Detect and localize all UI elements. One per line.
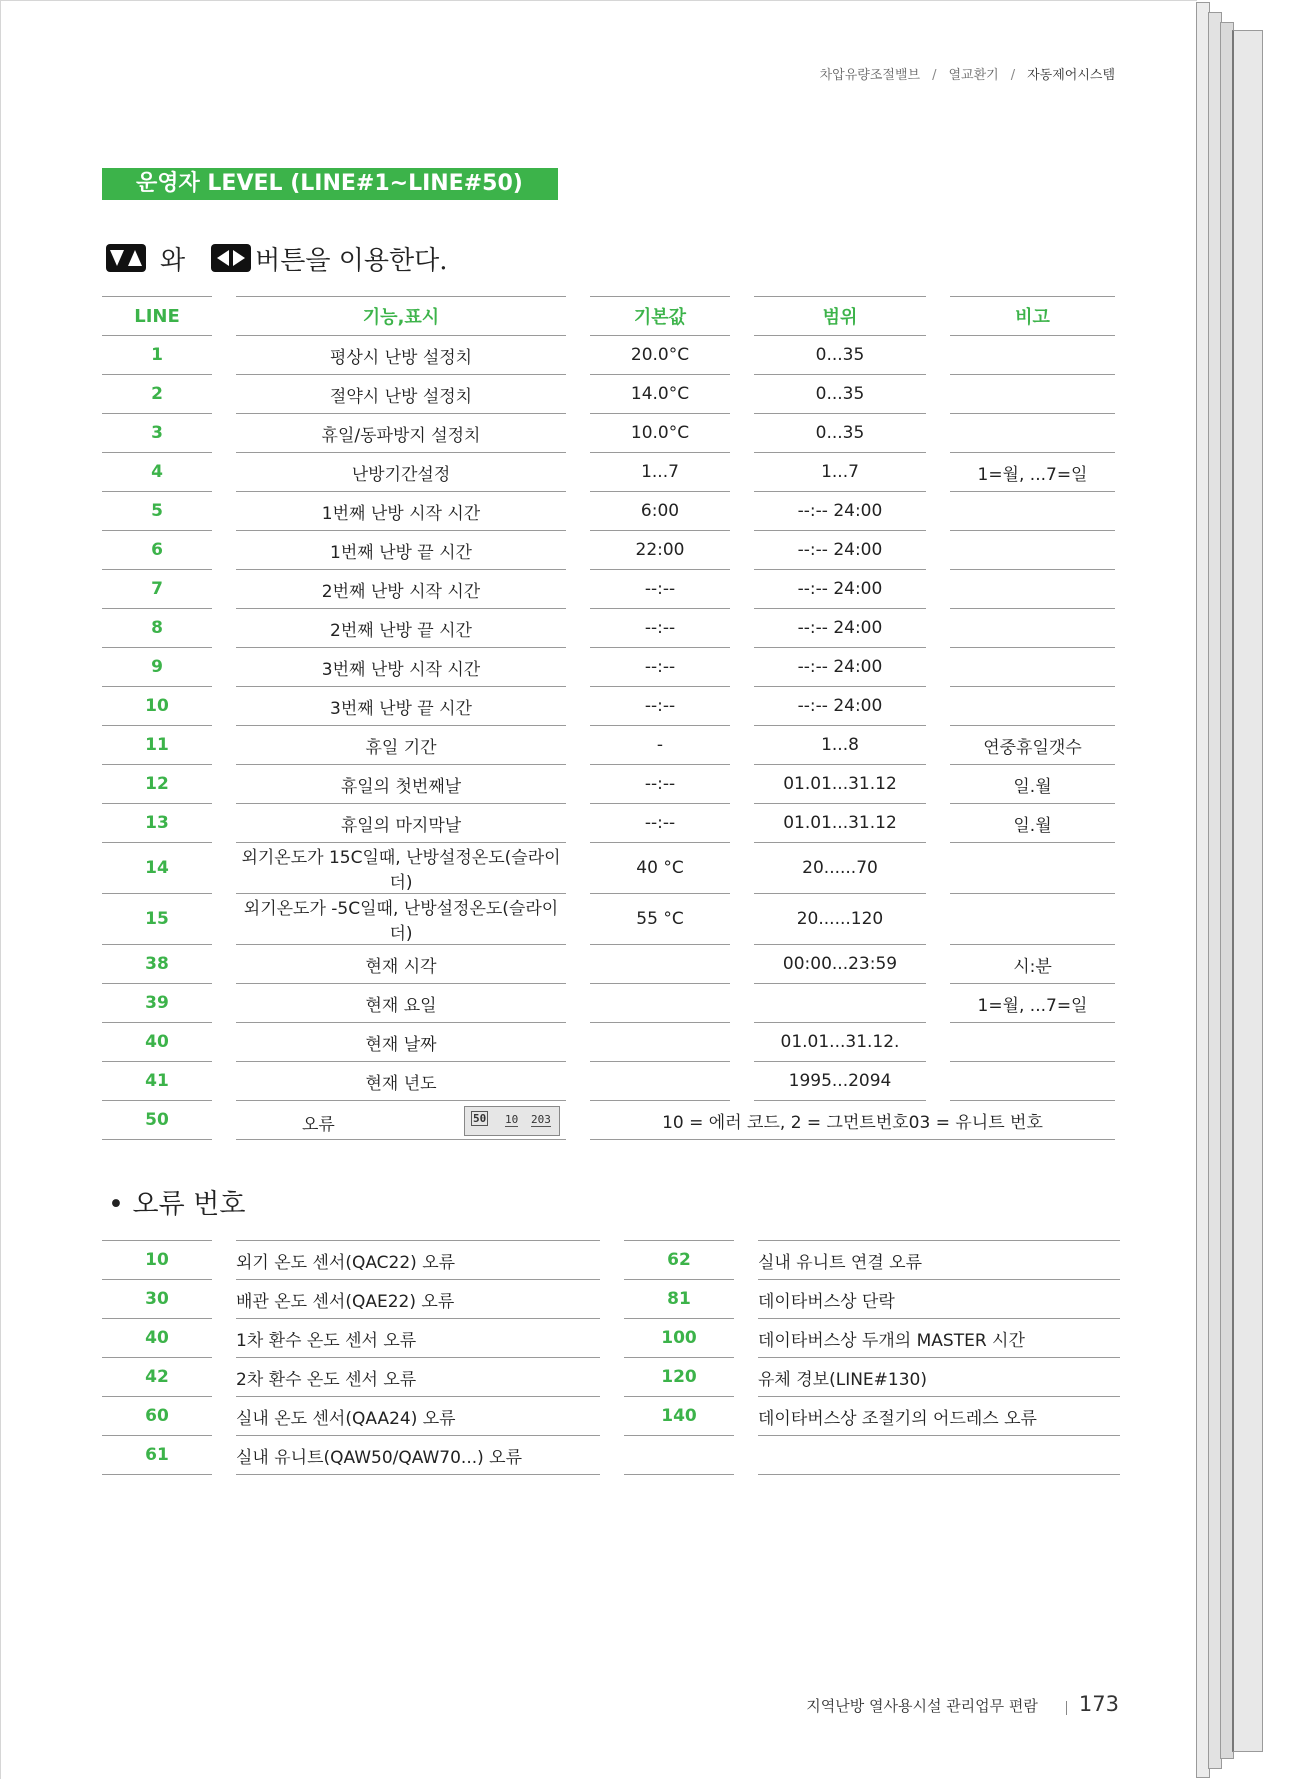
error-code-table (102, 1240, 1120, 1475)
range-cell: 01.01...31.12 (754, 804, 926, 843)
range-cell: 20......120 (754, 894, 926, 945)
note-cell (950, 1062, 1115, 1101)
instruction-text: 버튼을 이용한다. (255, 245, 448, 276)
range-cell: --:-- 24:00 (754, 492, 926, 531)
default-value-cell: --:-- (590, 570, 730, 609)
default-value-cell: --:-- (590, 765, 730, 804)
table-row (102, 945, 1115, 984)
note-cell: 1=월, ...7=일 (950, 453, 1115, 492)
range-cell: 0...35 (754, 414, 926, 453)
note-cell: 연중휴일갯수 (950, 726, 1115, 765)
range-cell: 01.01...31.12 (754, 765, 926, 804)
line-number: 38 (102, 945, 212, 984)
error-description: 외기 온도 센서(QAC22) 오류 (236, 1240, 600, 1280)
function-cell: 평상시 난방 설정치 (236, 336, 566, 375)
error-description: 실내 온도 센서(QAA24) 오류 (236, 1397, 600, 1436)
table-row (102, 531, 1115, 570)
error-row (102, 1280, 1120, 1319)
table-header-row (102, 296, 1115, 336)
default-value-cell: 22:00 (590, 531, 730, 570)
error-code: 10 (102, 1240, 212, 1280)
breadcrumb-item: 차압유량조절밸브 (819, 68, 921, 83)
error-code: 140 (624, 1397, 734, 1436)
breadcrumb-separator: / (1010, 68, 1016, 83)
page-footer (806, 1692, 1119, 1716)
book-spine (1232, 30, 1263, 1752)
note-cell (950, 492, 1115, 531)
range-cell: 00:00...23:59 (754, 945, 926, 984)
line-number: 9 (102, 648, 212, 687)
page-number: 173 (1078, 1692, 1119, 1716)
range-cell: --:-- 24:00 (754, 609, 926, 648)
function-cell: 절약시 난방 설정치 (236, 375, 566, 414)
note-cell (950, 531, 1115, 570)
line-number: 10 (102, 687, 212, 726)
column-header-function: 기능,표시 (236, 296, 566, 336)
error-description: 1차 환수 온도 센서 오류 (236, 1319, 600, 1358)
range-cell: 0...35 (754, 336, 926, 375)
default-value-cell: 10.0°C (590, 414, 730, 453)
error-code: 61 (102, 1436, 212, 1475)
range-cell: --:-- 24:00 (754, 687, 926, 726)
error-section-title: • 오류 번호 (108, 1189, 246, 1220)
default-value-cell: - (590, 726, 730, 765)
default-value-cell: 20.0°C (590, 336, 730, 375)
table-row (102, 492, 1115, 531)
note-cell (950, 648, 1115, 687)
line-number: 39 (102, 984, 212, 1023)
function-cell: 현재 요일 (236, 984, 566, 1023)
function-cell: 외기온도가 15C일때, 난방설정온도(슬라이더) (236, 843, 566, 894)
function-cell: 휴일의 마지막날 (236, 804, 566, 843)
table-row (102, 894, 1115, 945)
line-number: 50 (102, 1101, 212, 1140)
note-cell: 일.월 (950, 765, 1115, 804)
instruction-connector: 와 (160, 245, 186, 276)
table-row (102, 336, 1115, 375)
error-code: 40 (102, 1319, 212, 1358)
function-cell: 난방기간설정 (236, 453, 566, 492)
left-right-arrow-button-icon (211, 244, 251, 272)
error-description: 데이타버스상 두개의 MASTER 시간 (758, 1319, 1120, 1358)
line-number: 5 (102, 492, 212, 531)
error-description: 10 = 에러 코드, 2 = 그먼트번호03 = 유니트 번호 (590, 1101, 1115, 1140)
default-value-cell (590, 984, 730, 1023)
breadcrumb-item-current: 자동제어시스템 (1027, 68, 1115, 83)
breadcrumb-separator: / (932, 68, 937, 83)
note-cell (950, 414, 1115, 453)
error-code: 30 (102, 1280, 212, 1319)
range-cell: 20......70 (754, 843, 926, 894)
note-cell (950, 375, 1115, 414)
function-cell: 2번째 난방 시작 시간 (236, 570, 566, 609)
note-cell (950, 570, 1115, 609)
breadcrumb-item: 열교환기 (948, 68, 999, 83)
range-cell: 0...35 (754, 375, 926, 414)
error-row (102, 1436, 1120, 1475)
error-description: 2차 환수 온도 센서 오류 (236, 1358, 600, 1397)
error-code: 120 (624, 1358, 734, 1397)
error-code: 81 (624, 1280, 734, 1319)
range-cell: 1995...2094 (754, 1062, 926, 1101)
column-header-note: 비고 (950, 296, 1115, 336)
instruction-line (106, 238, 447, 278)
error-description: 실내 유니트 연결 오류 (758, 1240, 1120, 1280)
default-value-cell: --:-- (590, 804, 730, 843)
default-value-cell (590, 945, 730, 984)
note-cell: 1=월, ...7=일 (950, 984, 1115, 1023)
function-cell: 2번째 난방 끝 시간 (236, 609, 566, 648)
function-cell: 현재 시각 (236, 945, 566, 984)
error-code (624, 1436, 734, 1475)
note-cell (950, 336, 1115, 375)
function-cell: 휴일/동파방지 설정치 (236, 414, 566, 453)
default-value-cell: 6:00 (590, 492, 730, 531)
lcd-line-value: 50 (473, 1112, 487, 1125)
note-cell (950, 894, 1115, 945)
range-cell: --:-- 24:00 (754, 531, 926, 570)
range-cell (754, 984, 926, 1023)
error-row (102, 1240, 1120, 1280)
column-header-range: 범위 (754, 296, 926, 336)
function-cell: 1번째 난방 시작 시간 (236, 492, 566, 531)
line-number: 6 (102, 531, 212, 570)
table-row (102, 609, 1115, 648)
table-row (102, 804, 1115, 843)
error-code: 100 (624, 1319, 734, 1358)
function-label: 오류 (302, 1115, 335, 1135)
function-cell: 3번째 난방 끝 시간 (236, 687, 566, 726)
range-cell: 1...7 (754, 453, 926, 492)
error-description: 유체 경보(LINE#130) (758, 1358, 1120, 1397)
table-row (102, 375, 1115, 414)
column-header-line: LINE (102, 296, 212, 336)
book-title: 지역난방 열사용시설 관리업무 편람 (806, 1697, 1038, 1715)
line-number: 3 (102, 414, 212, 453)
function-cell: 외기온도가 -5C일때, 난방설정온도(슬라이더) (236, 894, 566, 945)
table-row (102, 726, 1115, 765)
error-code: 42 (102, 1358, 212, 1397)
default-value-cell: 14.0°C (590, 375, 730, 414)
default-value-cell: --:-- (590, 609, 730, 648)
range-cell: 1...8 (754, 726, 926, 765)
function-cell: 3번째 난방 시작 시간 (236, 648, 566, 687)
line-number: 14 (102, 843, 212, 894)
note-cell: 일.월 (950, 804, 1115, 843)
table-row (102, 1062, 1115, 1101)
footer-divider (1066, 1701, 1067, 1715)
line-number: 1 (102, 336, 212, 375)
error-row (102, 1397, 1120, 1436)
function-cell (236, 1101, 566, 1140)
function-cell: 현재 년도 (236, 1062, 566, 1101)
function-cell: 휴일 기간 (236, 726, 566, 765)
range-cell: --:-- 24:00 (754, 570, 926, 609)
section-title-banner: 운영자 LEVEL (LINE#1~LINE#50) (102, 168, 558, 200)
function-cell: 휴일의 첫번째날 (236, 765, 566, 804)
note-cell (950, 843, 1115, 894)
lcd-error-code: 10 (505, 1113, 519, 1126)
table-row-error (102, 1101, 1115, 1140)
default-value-cell (590, 1023, 730, 1062)
function-cell: 1번째 난방 끝 시간 (236, 531, 566, 570)
error-description: 데이타버스상 조절기의 어드레스 오류 (758, 1397, 1120, 1436)
line-number: 2 (102, 375, 212, 414)
default-value-cell: 55 °C (590, 894, 730, 945)
error-description: 실내 유니트(QAW50/QAW70...) 오류 (236, 1436, 600, 1475)
table-row (102, 765, 1115, 804)
range-cell: 01.01...31.12. (754, 1023, 926, 1062)
line-number: 13 (102, 804, 212, 843)
error-row (102, 1358, 1120, 1397)
breadcrumb (816, 64, 1119, 83)
error-description (758, 1436, 1120, 1475)
note-cell: 시:분 (950, 945, 1115, 984)
lcd-segment-unit: 203 (531, 1113, 551, 1126)
note-cell (950, 687, 1115, 726)
error-description: 데이타버스상 단락 (758, 1280, 1120, 1319)
table-row (102, 453, 1115, 492)
line-number: 7 (102, 570, 212, 609)
table-row (102, 648, 1115, 687)
table-row (102, 984, 1115, 1023)
default-value-cell (590, 1062, 730, 1101)
line-number: 41 (102, 1062, 212, 1101)
line-number: 8 (102, 609, 212, 648)
down-up-arrow-button-icon (106, 244, 146, 272)
function-cell: 현재 날짜 (236, 1023, 566, 1062)
error-code: 62 (624, 1240, 734, 1280)
note-cell (950, 1023, 1115, 1062)
range-cell: --:-- 24:00 (754, 648, 926, 687)
line-number: 4 (102, 453, 212, 492)
default-value-cell: --:-- (590, 648, 730, 687)
line-number: 11 (102, 726, 212, 765)
table-row (102, 1023, 1115, 1062)
default-value-cell: --:-- (590, 687, 730, 726)
table-row (102, 843, 1115, 894)
table-row (102, 414, 1115, 453)
error-code: 60 (102, 1397, 212, 1436)
lcd-display-image (464, 1106, 560, 1136)
line-number: 12 (102, 765, 212, 804)
default-value-cell: 40 °C (590, 843, 730, 894)
line-number: 15 (102, 894, 212, 945)
error-description: 배관 온도 센서(QAE22) 오류 (236, 1280, 600, 1319)
table-row (102, 687, 1115, 726)
note-cell (950, 609, 1115, 648)
column-header-default: 기본값 (590, 296, 730, 336)
line-number: 40 (102, 1023, 212, 1062)
error-row (102, 1319, 1120, 1358)
table-row (102, 570, 1115, 609)
default-value-cell: 1...7 (590, 453, 730, 492)
operator-level-table (102, 296, 1115, 1140)
